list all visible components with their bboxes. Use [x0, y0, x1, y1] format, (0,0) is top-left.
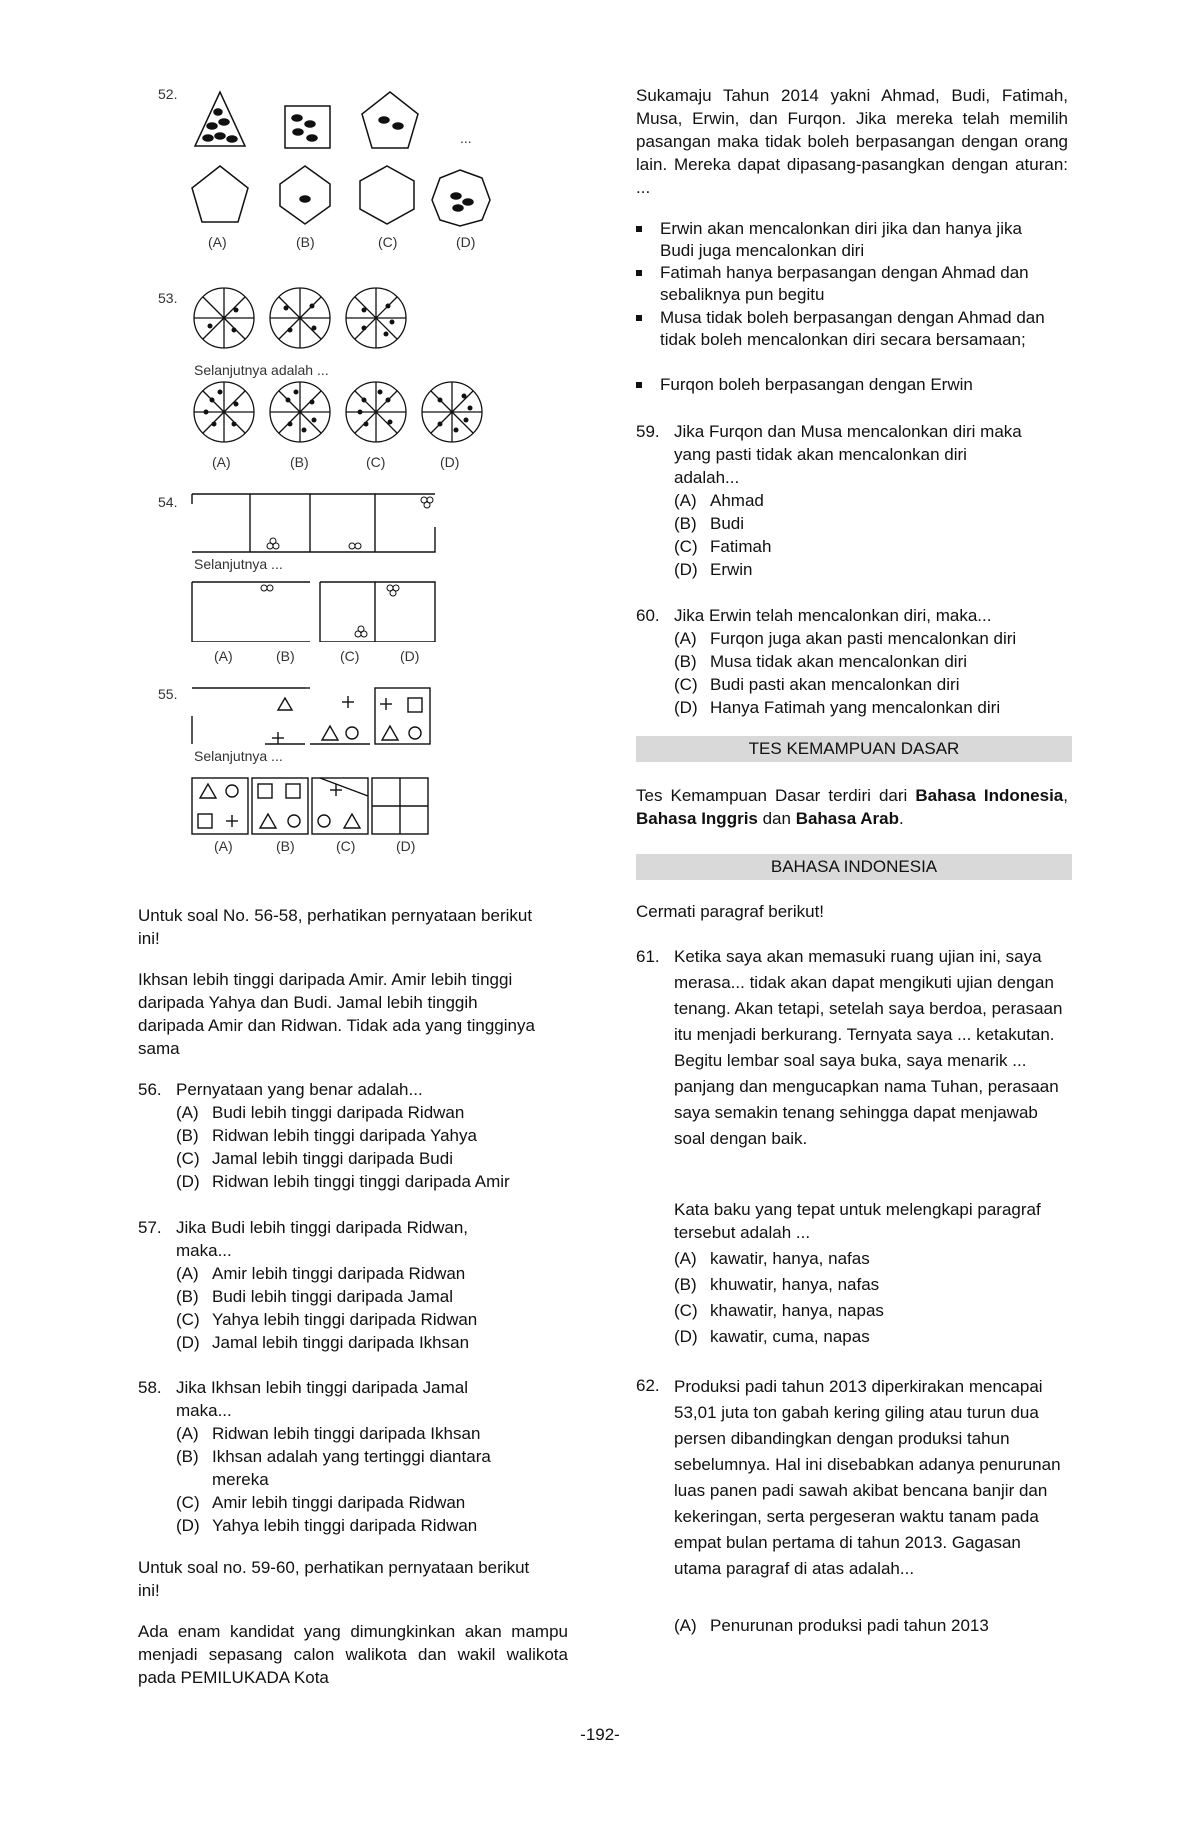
q52-option-b: (B)	[296, 234, 315, 250]
question-60: 60. Jika Erwin telah mencalonkan diri, maka... (A) Furqon juga akan pasti mencalonkan diri (B) Musa tidak akan mencalonkan diri (C) Budi pasti akan mencalonkan diri (D) Hanya Fatimah yang mencalonkan diri	[636, 604, 1072, 724]
question-60-text: Jika Erwin telah mencalonkan diri, maka...	[674, 606, 992, 625]
q55-frame-3	[305, 688, 370, 744]
q54-option-c: (C)	[340, 648, 360, 664]
rule-1: Erwin akan mencalonkan diri jika dan hanya jika Budi juga mencalonkan diri	[636, 218, 1072, 262]
q53-option-b-shape	[270, 382, 330, 442]
q54-frame-1	[192, 494, 250, 552]
question-61: 61. Ketika saya akan memasuki ruang ujian ini, saya merasa... tidak akan dapat mengikuti ujian dengan tenang. Akan tetapi, setelah saya berdoa, perasaan itu menjadi berkurang. Ternyata saya ... ketakutan. Begitu lembar soal saya buka, saya menarik ... panjang dan mengucapkan nama Tuhan, perasaan saya semakin tenang sehingga dapat menjawab soal dengan baik. Kata baku yang tepat untuk melengkapi paragraf tersebut adalah ... (A) kawatir, hanya, nafas (B) khuwatir, hanya, nafas (C) khawatir, hanya, napas (D) kawatir, cuma, napas	[636, 944, 1072, 1344]
question-59-number: 59.	[636, 422, 660, 441]
q54-frame-3	[310, 494, 375, 552]
q52-pentagon	[362, 92, 418, 148]
q54-option-b-shape	[250, 582, 310, 642]
q54-option-d: (D)	[400, 648, 420, 664]
rule-3: Musa tidak boleh berpasangan dengan Ahmad dan tidak boleh mencalonkan diri secara bersamaan;	[636, 307, 1072, 373]
q55-option-d-shape	[372, 778, 428, 834]
question-59: 59. Jika Furqon dan Musa mencalonkan diri maka yang pasti tidak akan mencalonkan diri adalah... (A) Ahmad (B) Budi (C) Fatimah (D) Erwin	[636, 420, 1072, 580]
q52-continuation: ...	[460, 130, 472, 146]
q52-option-d-shape	[432, 170, 490, 226]
q52-option-c-shape	[360, 166, 414, 224]
question-56: 56. Pernyataan yang benar adalah... (A) Budi lebih tinggi daripada Ridwan (B) Ridwan lebih tinggi daripada Yahya (C) Jamal lebih tinggi daripada Budi (D) Ridwan lebih tinggi tinggi daripada Amir	[138, 1078, 568, 1198]
q53-option-d-shape	[422, 382, 482, 442]
q55-frame-4	[375, 688, 430, 744]
tkd-intro: Tes Kemampuan Dasar terdiri dari Bahasa Indonesia, Bahasa Inggris dan Bahasa Arab.	[636, 786, 1068, 828]
q53-option-c-shape	[346, 382, 406, 442]
q55-option-b-shape	[252, 778, 308, 834]
question-58-text: Jika Ikhsan lebih tinggi daripada Jamal maka...	[176, 1378, 469, 1420]
question-62: 62. Produksi padi tahun 2013 diperkirakan mencapai 53,01 juta ton gabah kering giling atau turun dua persen dibandingkan dengan produksi tahun sebelumnya. Hal ini disebabkan adanya penurunan luas panen padi sawah akibat bencana banjir dan kekeringan, serta pergeseran waktu tanam pada empat bulan pertama di tahun 2013. Gagasan utama paragraf di atas adalah... (A) Penurunan produksi padi tahun 2013	[636, 1374, 1072, 1654]
question-58-number: 58.	[138, 1378, 162, 1397]
q53-circle-2	[270, 288, 330, 348]
q55-number: 55.	[158, 686, 178, 702]
section-header-bahasa-indonesia: BAHASA INDONESIA	[636, 854, 1072, 880]
q55-option-a: (A)	[214, 838, 233, 854]
q54-number: 54.	[158, 494, 178, 510]
page-number: -192-	[580, 1725, 620, 1744]
q55-option-d: (D)	[396, 838, 416, 854]
q53-number: 53.	[158, 290, 178, 306]
q53-option-d: (D)	[440, 454, 460, 470]
q53-circle-3	[346, 288, 406, 348]
q53-option-c: (C)	[366, 454, 386, 470]
q55-caption: Selanjutnya ...	[194, 748, 283, 764]
q55-frame-2	[245, 688, 305, 744]
q54-frame-2	[250, 494, 310, 552]
question-61-prompt: Kata baku yang tepat untuk melengkapi paragraf tersebut adalah ...	[674, 1200, 1041, 1242]
question-59-text: Jika Furqon dan Musa mencalonkan diri maka yang pasti tidak akan mencalonkan diri adalah...	[674, 422, 1022, 487]
question-62-number: 62.	[636, 1376, 660, 1395]
premise-59-60-cont: Sukamaju Tahun 2014 yakni Ahmad, Budi, Fatimah, Musa, Erwin, dan Furqon. Jika mereka telah memilih pasangan maka tidak boleh berpasangan dengan orang lain. Mereka dapat dipasang-pasangkan dengan aturan: ...	[636, 86, 1068, 197]
q54-option-a-shape	[192, 582, 250, 642]
q55-option-c-shape	[312, 778, 368, 834]
q55-option-a-shape	[192, 778, 248, 834]
q53-option-b: (B)	[290, 454, 309, 470]
intro-59-60: Untuk soal no. 59-60, perhatikan pernyataan berikut ini!	[138, 1558, 530, 1600]
question-58: 58. Jika Ikhsan lebih tinggi daripada Jamal maka... (A) Ridwan lebih tinggi daripada Ikhsan (B) Ikhsan adalah yang tertinggi diantara mereka (C) Amir lebih tinggi daripada Ridwan (D) Yahya lebih tinggi daripada Ridwan	[138, 1376, 568, 1536]
question-61-number: 61.	[636, 947, 660, 966]
question-57-number: 57.	[138, 1218, 162, 1237]
question-57-text: Jika Budi lebih tinggi daripada Ridwan, maka...	[176, 1218, 469, 1260]
section-header-tkd: TES KEMAMPUAN DASAR	[636, 736, 1072, 762]
q52-triangle	[195, 92, 245, 146]
question-56-text: Pernyataan yang benar adalah...	[176, 1080, 423, 1099]
q52-option-b-shape	[280, 166, 330, 224]
q53-option-a: (A)	[212, 454, 231, 470]
intro-56-58: Untuk soal No. 56-58, perhatikan pernyataan berikut ini!	[138, 906, 533, 948]
q55-figure	[190, 686, 450, 846]
question-60-number: 60.	[636, 606, 660, 625]
q55-option-c: (C)	[336, 838, 356, 854]
q54-option-d-shape	[375, 582, 435, 642]
q52-option-c: (C)	[378, 234, 398, 250]
question-61-text: Ketika saya akan memasuki ruang ujian ini, saya merasa... tidak akan dapat mengikuti ujian dengan tenang. Akan tetapi, setelah saya berdoa, perasaan itu menjadi berkurang. Ternyata saya ... ketakutan. Begitu lembar soal saya buka, saya menarik ... panjang dan mengucapkan nama Tuhan, perasaan saya semakin tenang sehingga dapat menjawab soal dengan baik.	[674, 947, 1063, 1148]
q54-option-a: (A)	[214, 648, 233, 664]
q54-option-b: (B)	[276, 648, 295, 664]
question-62-text: Produksi padi tahun 2013 diperkirakan mencapai 53,01 juta ton gabah kering giling atau turun dua persen dibandingkan dengan produksi tahun sebelumnya. Hal ini disebabkan adanya penurunan luas panen padi sawah akibat bencana banjir dan kekeringan, serta pergeseran waktu tanam pada empat bulan pertama di tahun 2013. Gagasan utama paragraf di atas adalah...	[674, 1377, 1061, 1578]
q52-option-d: (D)	[456, 234, 476, 250]
premise-56-58: Ikhsan lebih tinggi daripada Amir. Amir lebih tinggi daripada Yahya dan Budi. Jamal lebih tinggih daripada Amir dan Ridwan. Tidak ada yang tingginya sama	[138, 970, 535, 1058]
q55-frame-1	[192, 688, 245, 744]
rule-2: Fatimah hanya berpasangan dengan Ahmad dan sebaliknya pun begitu	[636, 262, 1072, 306]
rule-4: Furqon boleh berpasangan dengan Erwin	[636, 374, 1072, 396]
q53-circle-1	[194, 288, 254, 348]
q52-option-a: (A)	[208, 234, 227, 250]
premise-59-60-start: Ada enam kandidat yang dimungkinkan akan mampu menjadi sepasang calon walikota dan wakil walikota pada PEMILUKADA Kota	[138, 1622, 568, 1687]
q52-square	[285, 106, 330, 148]
question-57: 57. Jika Budi lebih tinggi daripada Ridwan, maka... (A) Amir lebih tinggi daripada Ridwan (B) Budi lebih tinggi daripada Jamal (C) Yahya lebih tinggi daripada Ridwan (D) Jamal lebih tinggi daripada Ikhsan	[138, 1216, 568, 1356]
cermati-instruction: Cermati paragraf berikut!	[636, 902, 825, 921]
q53-caption: Selanjutnya adalah ...	[194, 362, 329, 378]
q55-option-b: (B)	[276, 838, 295, 854]
question-56-number: 56.	[138, 1080, 162, 1099]
q52-figure	[190, 84, 510, 259]
q52-number: 52.	[158, 86, 178, 102]
q53-option-a-shape	[194, 382, 254, 442]
q52-option-a-shape	[192, 166, 248, 222]
q54-caption: Selanjutnya ...	[194, 556, 283, 572]
